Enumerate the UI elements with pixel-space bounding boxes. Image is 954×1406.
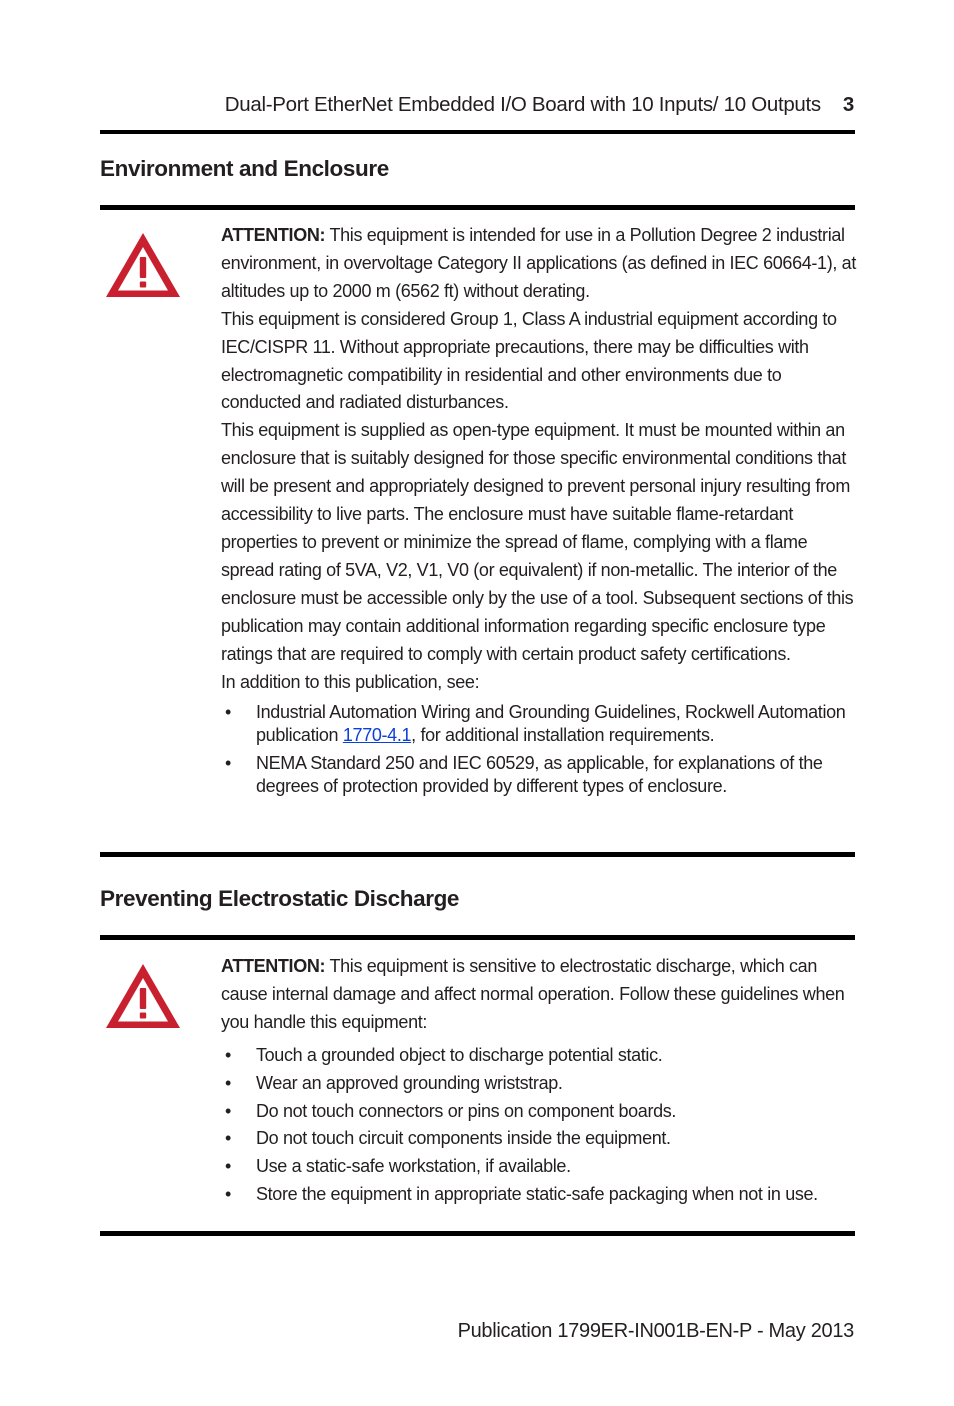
page-number: 3	[842, 93, 854, 116]
attention-label: ATTENTION:	[221, 225, 326, 245]
section-rule-top	[100, 935, 855, 940]
publication-footer: Publication 1799ER-IN001B-EN-P - May 2013	[457, 1320, 854, 1342]
section-heading-environment: Environment and Enclosure	[100, 156, 389, 181]
attention-block-environment	[221, 222, 861, 803]
attention-paragraph: ATTENTION: This equipment is sensitive to electrostatic discharge, which can cause internal damage and affect normal operation. Follow these guidelines when you handle this equipment:	[221, 956, 845, 1032]
list-item: • Wear an approved grounding wriststrap.	[221, 1070, 861, 1098]
attention-paragraph: ATTENTION: This equipment is intended for use in a Pollution Degree 2 industrial environment, in overvoltage Category II applications (as defined in IEC 60664-1), at altitudes up to 2000 m (6562 ft) without derating.	[221, 225, 856, 301]
attention-label: ATTENTION:	[221, 956, 326, 976]
paragraph-see-also: In addition to this publication, see:	[221, 671, 480, 692]
document-title: Dual-Port EtherNet Embedded I/O Board with 10 Inputs/ 10 Outputs	[224, 93, 821, 116]
running-header	[100, 88, 854, 122]
esd-guidelines-list	[221, 1042, 861, 1209]
reference-list	[221, 701, 861, 798]
publication-link[interactable]: 1770-4.1	[342, 725, 412, 746]
section-rule-bottom	[100, 852, 855, 857]
paragraph-open-type: This equipment is supplied as open-type equipment. It must be mounted within an enclosure that is suitably designed for those specific environmental conditions that will be present and appropriately designed to prevent personal injury resulting from accessibility to live parts. The enclosure must have suitable flame-retardant properties to prevent or minimize the spread of flame, complying with a flame spread rating of 5VA, V2, V1, V0 (or equivalent) if non-metallic. The interior of the enclosure must be accessible only by the use of a tool. Subsequent sections of this publication may contain additional information regarding specific enclosure type ratings that are required to comply with certain product safety certifications.	[221, 420, 854, 664]
paragraph-emc: This equipment is considered Group 1, Class A industrial equipment according to IEC/CISPR 11. Without appropriate precautions, there may be difficulties with electromagnetic compatibility in residential and other environments due to conducted and radiated disturbances.	[221, 308, 837, 413]
list-item: • Do not touch connectors or pins on component boards.	[221, 1098, 861, 1126]
attention-block-esd	[221, 953, 861, 1209]
list-item: • Use a static-safe workstation, if available.	[221, 1153, 861, 1181]
list-item: • Industrial Automation Wiring and Grounding Guidelines, Rockwell Automation publication 1770-4.1, for additional installation requirements.	[221, 701, 861, 747]
warning-triangle-icon	[103, 961, 183, 1031]
warning-triangle-icon	[103, 230, 183, 300]
list-item: • Do not touch circuit components inside the equipment.	[221, 1125, 861, 1153]
section-rule-bottom	[100, 1231, 855, 1236]
list-item: • NEMA Standard 250 and IEC 60529, as applicable, for explanations of the degrees of protection provided by different types of enclosure.	[221, 752, 861, 798]
list-item: • Store the equipment in appropriate static-safe packaging when not in use.	[221, 1181, 861, 1209]
header-rule	[100, 130, 855, 134]
section-heading-esd: Preventing Electrostatic Discharge	[100, 886, 460, 911]
list-item: • Touch a grounded object to discharge potential static.	[221, 1042, 861, 1070]
section-rule-top	[100, 205, 855, 210]
